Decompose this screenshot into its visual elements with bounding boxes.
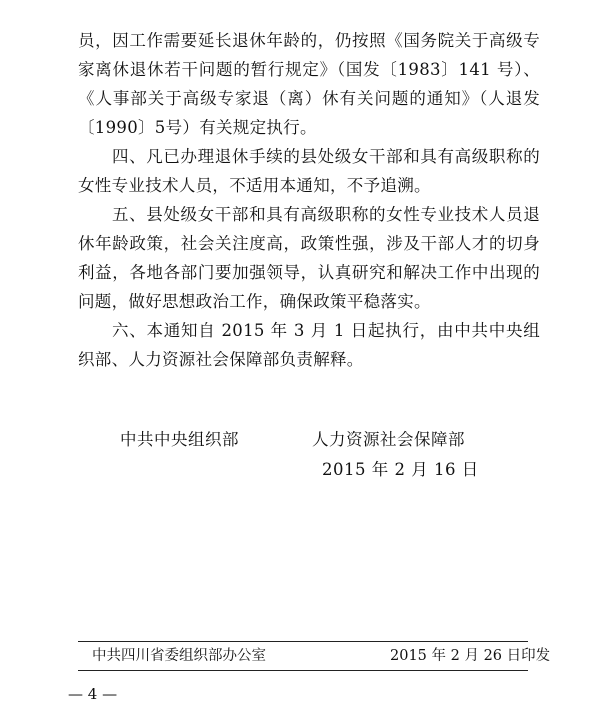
paragraph-continuation: 员，因工作需要延长退休年龄的，仍按照《国务院关于高级专家离休退休若干问题的暂行规定》（国发〔1983〕141 号）、《人事部关于高级专家退（离）休有关问题的通知》（人退发〔1990〕5号）有关规定执行。: [78, 31, 540, 137]
footer-issuer: 中共四川省委组织部办公室: [92, 648, 266, 664]
footer-rule-bottom: [78, 670, 528, 671]
paragraph-item-six: 六、本通知自 2015 年 3 月 1 日起执行，由中共中央组织部、人力资源社会保障部负责解释。: [78, 321, 540, 369]
signature-issuer-left: 中共中央组织部: [120, 430, 239, 449]
page-number: — 4 —: [68, 685, 118, 703]
signature-date: 2015 年 2 月 16 日: [322, 460, 479, 479]
paragraph-item-five: 五、县处级女干部和具有高级职称的女性专业技术人员退休年龄政策，社会关注度高，政策性强，涉及干部人才的切身利益，各地各部门要加强领导，认真研究和解决工作中出现的问题，做好思想政治工作，确保政策平稳落实。: [78, 205, 540, 311]
footer-rule-top: [78, 641, 528, 642]
signature-issuer-right: 人力资源社会保障部: [312, 430, 465, 449]
paragraph-item-four: 四、凡已办理退休手续的县处级女干部和具有高级职称的女性专业技术人员，不适用本通知，不予追溯。: [78, 147, 540, 195]
footer-print-date: 2015 年 2 月 26 日印发: [390, 648, 551, 664]
